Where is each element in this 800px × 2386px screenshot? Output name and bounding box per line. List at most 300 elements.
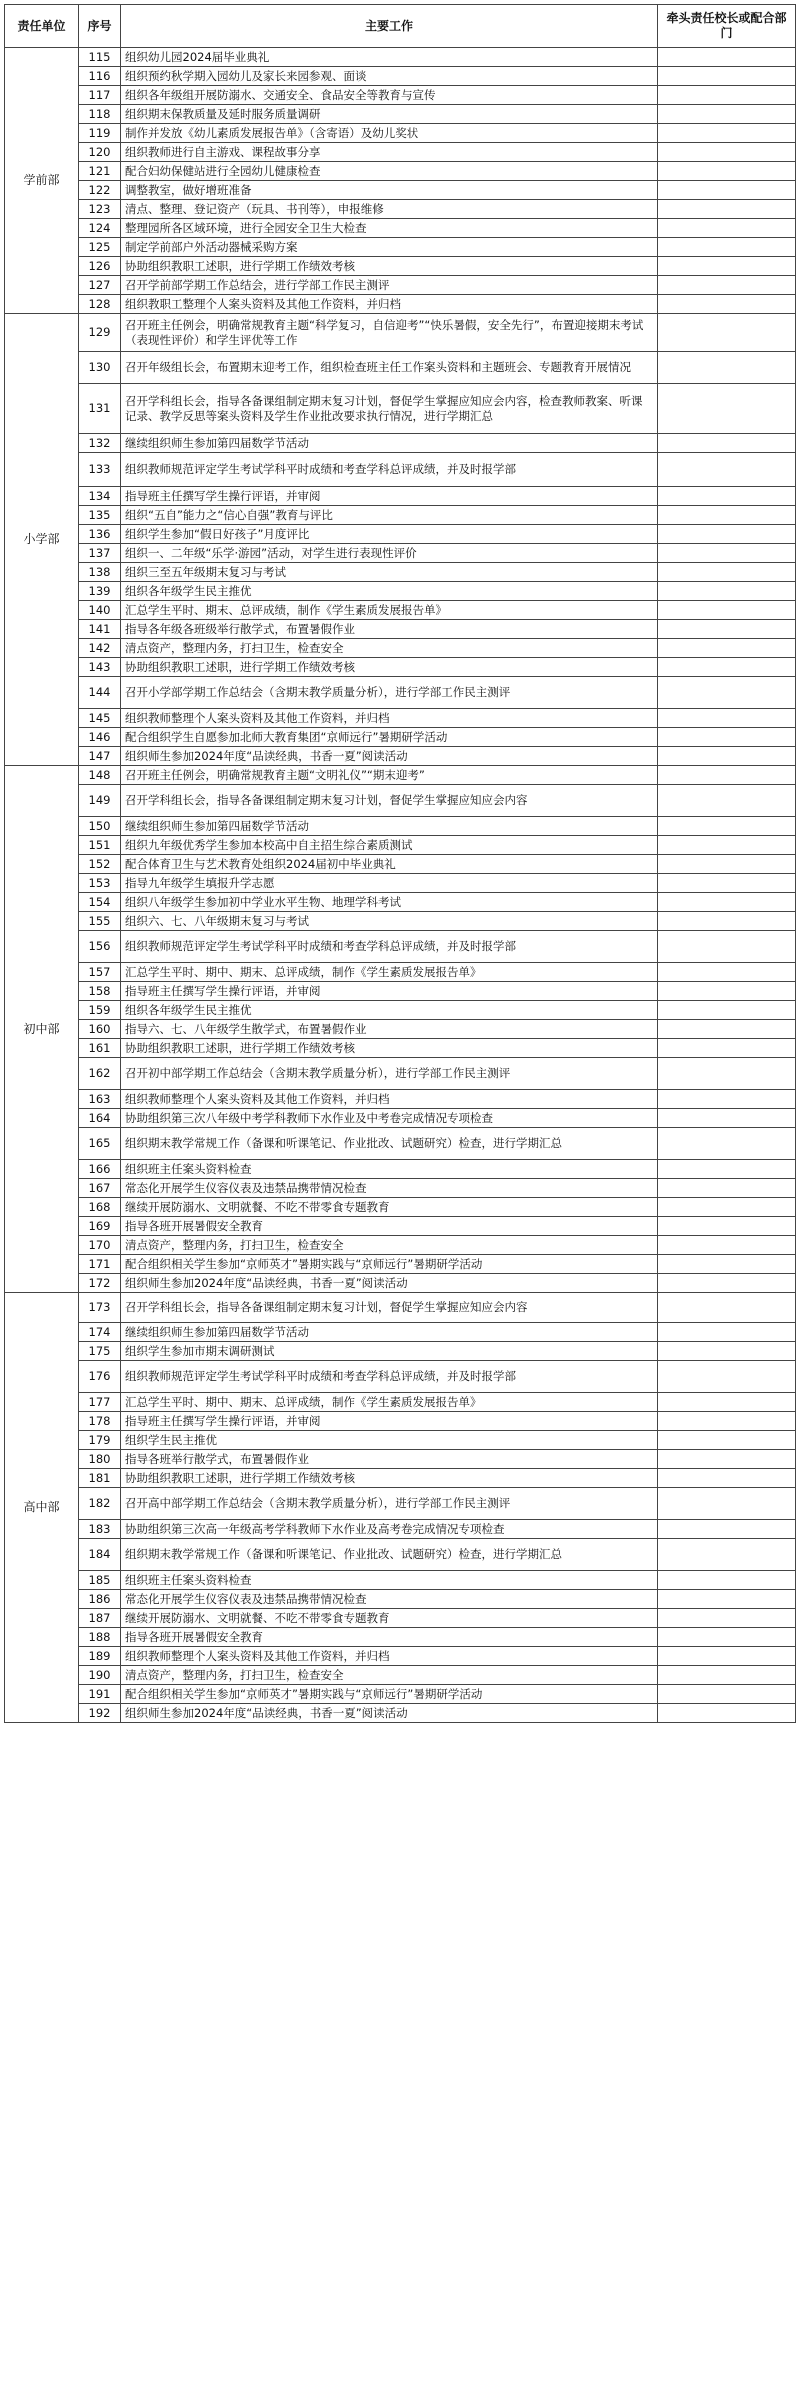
- responsible-cell: [658, 1198, 796, 1217]
- table-body: [5, 48, 796, 1723]
- responsible-cell: [658, 766, 796, 785]
- work-item: 制作并发放《幼儿素质发展报告单》（含寄语）及幼儿奖状: [121, 124, 658, 143]
- responsible-cell: [658, 257, 796, 276]
- responsible-cell: [658, 1361, 796, 1393]
- row-number: 140: [79, 601, 121, 620]
- row-number: 151: [79, 836, 121, 855]
- row-number: 144: [79, 677, 121, 709]
- row-number: 130: [79, 352, 121, 384]
- table-row: [5, 1293, 796, 1323]
- table-row: [5, 453, 796, 487]
- table-row: [5, 181, 796, 200]
- header-unit: 责任单位: [5, 5, 79, 48]
- row-number: 133: [79, 453, 121, 487]
- work-item: 汇总学生平时、期中、期末、总评成绩，制作《学生素质发展报告单》: [121, 1393, 658, 1412]
- work-item: 组织八年级学生参加初中学业水平生物、地理学科考试: [121, 893, 658, 912]
- table-row: [5, 1685, 796, 1704]
- work-item: 指导班主任撰写学生操行评语，并审阅: [121, 487, 658, 506]
- table-row: [5, 200, 796, 219]
- responsible-cell: [658, 658, 796, 677]
- table-row: [5, 1412, 796, 1431]
- work-item: 召开学前部学期工作总结会，进行学部工作民主测评: [121, 276, 658, 295]
- responsible-cell: [658, 931, 796, 963]
- responsible-cell: [658, 1704, 796, 1723]
- work-item: 汇总学生平时、期末、总评成绩，制作《学生素质发展报告单》: [121, 601, 658, 620]
- work-item: 整理园所各区域环境，进行全园安全卫生大检查: [121, 219, 658, 238]
- row-number: 180: [79, 1450, 121, 1469]
- responsible-cell: [658, 728, 796, 747]
- work-item: 组织教师进行自主游戏、课程故事分享: [121, 143, 658, 162]
- work-item: 指导各班开展暑假安全教育: [121, 1628, 658, 1647]
- work-item: 协助组织教职工述职，进行学期工作绩效考核: [121, 257, 658, 276]
- header-row: [5, 5, 796, 48]
- row-number: 146: [79, 728, 121, 747]
- work-item: 召开高中部学期工作总结会（含期末教学质量分析），进行学部工作民主测评: [121, 1488, 658, 1520]
- row-number: 168: [79, 1198, 121, 1217]
- work-item: 调整教室，做好增班准备: [121, 181, 658, 200]
- responsible-cell: [658, 276, 796, 295]
- responsible-cell: [658, 1609, 796, 1628]
- table-row: [5, 1323, 796, 1342]
- responsible-cell: [658, 1039, 796, 1058]
- work-item: 配合妇幼保健站进行全园幼儿健康检查: [121, 162, 658, 181]
- responsible-cell: [658, 86, 796, 105]
- row-number: 186: [79, 1590, 121, 1609]
- work-item: 清点资产，整理内务，打扫卫生，检查安全: [121, 1236, 658, 1255]
- responsible-cell: [658, 48, 796, 67]
- table-row: [5, 912, 796, 931]
- work-item: 指导各年级各班级举行散学式，布置暑假作业: [121, 620, 658, 639]
- work-item: 组织班主任案头资料检查: [121, 1160, 658, 1179]
- table-row: [5, 219, 796, 238]
- table-row: [5, 1520, 796, 1539]
- responsible-cell: [658, 143, 796, 162]
- unit-cell: 初中部: [5, 766, 79, 1293]
- work-item: 制定学前部户外活动器械采购方案: [121, 238, 658, 257]
- work-item: 召开学科组长会，指导各备课组制定期末复习计划，督促学生掌握应知应会内容，检查教师教案、听课记录、教学反思等案头资料及学生作业批改要求执行情况，进行学期汇总: [121, 384, 658, 434]
- row-number: 183: [79, 1520, 121, 1539]
- responsible-cell: [658, 295, 796, 314]
- table-row: [5, 384, 796, 434]
- table-row: [5, 544, 796, 563]
- work-item: 组织各年级组开展防溺水、交通安全、食品安全等教育与宣传: [121, 86, 658, 105]
- responsible-cell: [658, 620, 796, 639]
- row-number: 117: [79, 86, 121, 105]
- responsible-cell: [658, 1236, 796, 1255]
- work-item: 组织师生参加2024年度“品读经典，书香一夏”阅读活动: [121, 1274, 658, 1293]
- row-number: 156: [79, 931, 121, 963]
- table-row: [5, 1160, 796, 1179]
- work-item: 组织九年级优秀学生参加本校高中自主招生综合素质测试: [121, 836, 658, 855]
- work-item: 常态化开展学生仪容仪表及违禁品携带情况检查: [121, 1179, 658, 1198]
- responsible-cell: [658, 582, 796, 601]
- row-number: 174: [79, 1323, 121, 1342]
- responsible-cell: [658, 1431, 796, 1450]
- row-number: 179: [79, 1431, 121, 1450]
- row-number: 145: [79, 709, 121, 728]
- work-item: 清点、整理、登记资产（玩具、书刊等），申报维修: [121, 200, 658, 219]
- work-item: 指导各班开展暑假安全教育: [121, 1217, 658, 1236]
- work-item: 继续开展防溺水、文明就餐、不吃不带零食专题教育: [121, 1198, 658, 1217]
- work-item: 组织期末教学常规工作（备课和听课笔记、作业批改、试题研究）检查，进行学期汇总: [121, 1539, 658, 1571]
- responsible-cell: [658, 67, 796, 86]
- responsible-cell: [658, 1293, 796, 1323]
- row-number: 181: [79, 1469, 121, 1488]
- work-item: 召开班主任例会，明确常规教育主题“科学复习，自信迎考”“快乐暑假，安全先行”，布置迎接期末考试（表现性评价）和学生评优等工作: [121, 314, 658, 352]
- work-item: 汇总学生平时、期中、期末、总评成绩，制作《学生素质发展报告单》: [121, 963, 658, 982]
- row-number: 184: [79, 1539, 121, 1571]
- row-number: 126: [79, 257, 121, 276]
- table-row: [5, 1001, 796, 1020]
- responsible-cell: [658, 1128, 796, 1160]
- row-number: 177: [79, 1393, 121, 1412]
- table-row: [5, 1361, 796, 1393]
- table-row: [5, 1039, 796, 1058]
- row-number: 160: [79, 1020, 121, 1039]
- responsible-cell: [658, 238, 796, 257]
- table-row: [5, 728, 796, 747]
- row-number: 138: [79, 563, 121, 582]
- responsible-cell: [658, 181, 796, 200]
- work-item: 组织教师规范评定学生考试学科平时成绩和考查学科总评成绩，并及时报学部: [121, 931, 658, 963]
- work-item: 组织教师整理个人案头资料及其他工作资料，并归档: [121, 1647, 658, 1666]
- table-row: [5, 276, 796, 295]
- work-item: 配合组织相关学生参加“京师英才”暑期实践与“京师远行”暑期研学活动: [121, 1685, 658, 1704]
- responsible-cell: [658, 1666, 796, 1685]
- table-row: [5, 1236, 796, 1255]
- responsible-cell: [658, 1217, 796, 1236]
- table-row: [5, 1393, 796, 1412]
- table-row: [5, 1217, 796, 1236]
- row-number: 157: [79, 963, 121, 982]
- table-row: [5, 295, 796, 314]
- row-number: 158: [79, 982, 121, 1001]
- work-item: 召开学科组长会，指导各备课组制定期末复习计划，督促学生掌握应知应会内容: [121, 1293, 658, 1323]
- table-row: [5, 124, 796, 143]
- table-row: [5, 1058, 796, 1090]
- responsible-cell: [658, 434, 796, 453]
- responsible-cell: [658, 1255, 796, 1274]
- row-number: 165: [79, 1128, 121, 1160]
- table-row: [5, 1179, 796, 1198]
- table-row: [5, 982, 796, 1001]
- row-number: 116: [79, 67, 121, 86]
- table-row: [5, 162, 796, 181]
- table-row: [5, 1609, 796, 1628]
- table-row: [5, 1590, 796, 1609]
- responsible-cell: [658, 709, 796, 728]
- table-row: [5, 1488, 796, 1520]
- work-item: 清点资产，整理内务，打扫卫生，检查安全: [121, 1666, 658, 1685]
- row-number: 189: [79, 1647, 121, 1666]
- table-row: [5, 1109, 796, 1128]
- responsible-cell: [658, 1488, 796, 1520]
- row-number: 147: [79, 747, 121, 766]
- row-number: 134: [79, 487, 121, 506]
- responsible-cell: [658, 1342, 796, 1361]
- responsible-cell: [658, 162, 796, 181]
- row-number: 139: [79, 582, 121, 601]
- table-row: [5, 1198, 796, 1217]
- work-item: 组织学生参加市期末调研测试: [121, 1342, 658, 1361]
- row-number: 148: [79, 766, 121, 785]
- table-row: [5, 1090, 796, 1109]
- row-number: 159: [79, 1001, 121, 1020]
- table-row: [5, 963, 796, 982]
- responsible-cell: [658, 1109, 796, 1128]
- row-number: 121: [79, 162, 121, 181]
- work-item: 继续组织师生参加第四届数学节活动: [121, 817, 658, 836]
- responsible-cell: [658, 1628, 796, 1647]
- row-number: 185: [79, 1571, 121, 1590]
- row-number: 161: [79, 1039, 121, 1058]
- row-number: 162: [79, 1058, 121, 1090]
- row-number: 137: [79, 544, 121, 563]
- table-row: [5, 601, 796, 620]
- work-item: 组织学生参加“假日好孩子”月度评比: [121, 525, 658, 544]
- responsible-cell: [658, 1160, 796, 1179]
- row-number: 149: [79, 785, 121, 817]
- header-num: 序号: [79, 5, 121, 48]
- table-row: [5, 639, 796, 658]
- responsible-cell: [658, 893, 796, 912]
- table-row: [5, 709, 796, 728]
- work-item: 协助组织教职工述职，进行学期工作绩效考核: [121, 658, 658, 677]
- work-item: 组织班主任案头资料检查: [121, 1571, 658, 1590]
- work-item: 组织一、二年级“乐学·游园”活动，对学生进行表现性评价: [121, 544, 658, 563]
- responsible-cell: [658, 1685, 796, 1704]
- row-number: 191: [79, 1685, 121, 1704]
- responsible-cell: [658, 817, 796, 836]
- work-item: 协助组织教职工述职，进行学期工作绩效考核: [121, 1039, 658, 1058]
- responsible-cell: [658, 1274, 796, 1293]
- responsible-cell: [658, 384, 796, 434]
- work-item: 组织师生参加2024年度“品读经典，书香一夏”阅读活动: [121, 1704, 658, 1723]
- header-resp: 牵头责任校长或配合部门: [658, 5, 796, 48]
- work-item: 召开学科组长会，指导各备课组制定期末复习计划，督促学生掌握应知应会内容: [121, 785, 658, 817]
- table-row: [5, 314, 796, 352]
- row-number: 122: [79, 181, 121, 200]
- row-number: 119: [79, 124, 121, 143]
- unit-cell: 小学部: [5, 314, 79, 766]
- row-number: 152: [79, 855, 121, 874]
- table-row: [5, 1450, 796, 1469]
- work-item: 组织六、七、八年级期末复习与考试: [121, 912, 658, 931]
- row-number: 143: [79, 658, 121, 677]
- work-item: 组织教师规范评定学生考试学科平时成绩和考查学科总评成绩，并及时报学部: [121, 1361, 658, 1393]
- work-item: 组织三至五年级期末复习与考试: [121, 563, 658, 582]
- work-item: 组织期末保教质量及延时服务质量调研: [121, 105, 658, 124]
- table-row: [5, 1020, 796, 1039]
- work-item: 协助组织第三次高一年级高考学科教师下水作业及高考卷完成情况专项检查: [121, 1520, 658, 1539]
- responsible-cell: [658, 1647, 796, 1666]
- responsible-cell: [658, 963, 796, 982]
- responsible-cell: [658, 453, 796, 487]
- header-work: 主要工作: [121, 5, 658, 48]
- row-number: 178: [79, 1412, 121, 1431]
- work-item: 组织幼儿园2024届毕业典礼: [121, 48, 658, 67]
- table-row: [5, 1539, 796, 1571]
- row-number: 136: [79, 525, 121, 544]
- row-number: 120: [79, 143, 121, 162]
- row-number: 115: [79, 48, 121, 67]
- responsible-cell: [658, 200, 796, 219]
- row-number: 172: [79, 1274, 121, 1293]
- row-number: 166: [79, 1160, 121, 1179]
- row-number: 173: [79, 1293, 121, 1323]
- responsible-cell: [658, 677, 796, 709]
- row-number: 135: [79, 506, 121, 525]
- row-number: 155: [79, 912, 121, 931]
- row-number: 188: [79, 1628, 121, 1647]
- table-row: [5, 487, 796, 506]
- work-item: 组织预约秋学期入园幼儿及家长来园参观、面谈: [121, 67, 658, 86]
- table-row: [5, 893, 796, 912]
- unit-cell: 学前部: [5, 48, 79, 314]
- work-item: 组织教师规范评定学生考试学科平时成绩和考查学科总评成绩，并及时报学部: [121, 453, 658, 487]
- table-row: [5, 658, 796, 677]
- work-item: 继续组织师生参加第四届数学节活动: [121, 434, 658, 453]
- work-item: 组织“五自”能力之“信心自强”教育与评比: [121, 506, 658, 525]
- table-row: [5, 582, 796, 601]
- table-row: [5, 1431, 796, 1450]
- responsible-cell: [658, 506, 796, 525]
- work-item: 协助组织第三次八年级中考学科教师下水作业及中考卷完成情况专项检查: [121, 1109, 658, 1128]
- responsible-cell: [658, 982, 796, 1001]
- table-row: [5, 785, 796, 817]
- work-item: 召开小学部学期工作总结会（含期末教学质量分析），进行学部工作民主测评: [121, 677, 658, 709]
- table-row: [5, 1342, 796, 1361]
- work-item: 协助组织教职工述职，进行学期工作绩效考核: [121, 1469, 658, 1488]
- responsible-cell: [658, 1020, 796, 1039]
- work-plan-table: [4, 4, 796, 1723]
- row-number: 125: [79, 238, 121, 257]
- work-item: 组织教职工整理个人案头资料及其他工作资料，并归档: [121, 295, 658, 314]
- work-item: 召开初中部学期工作总结会（含期末教学质量分析），进行学部工作民主测评: [121, 1058, 658, 1090]
- table-row: [5, 1255, 796, 1274]
- responsible-cell: [658, 1571, 796, 1590]
- table-row: [5, 1666, 796, 1685]
- row-number: 169: [79, 1217, 121, 1236]
- responsible-cell: [658, 544, 796, 563]
- responsible-cell: [658, 1179, 796, 1198]
- responsible-cell: [658, 747, 796, 766]
- table-row: [5, 874, 796, 893]
- row-number: 154: [79, 893, 121, 912]
- responsible-cell: [658, 219, 796, 238]
- row-number: 127: [79, 276, 121, 295]
- table-row: [5, 143, 796, 162]
- table-row: [5, 257, 796, 276]
- table-row: [5, 766, 796, 785]
- responsible-cell: [658, 1590, 796, 1609]
- row-number: 142: [79, 639, 121, 658]
- table-row: [5, 836, 796, 855]
- table-row: [5, 67, 796, 86]
- work-item: 组织教师整理个人案头资料及其他工作资料，并归档: [121, 709, 658, 728]
- row-number: 163: [79, 1090, 121, 1109]
- row-number: 171: [79, 1255, 121, 1274]
- row-number: 129: [79, 314, 121, 352]
- table-row: [5, 506, 796, 525]
- work-item: 指导六、七、八年级学生散学式，布置暑假作业: [121, 1020, 658, 1039]
- responsible-cell: [658, 124, 796, 143]
- responsible-cell: [658, 601, 796, 620]
- row-number: 153: [79, 874, 121, 893]
- work-item: 组织期末教学常规工作（备课和听课笔记、作业批改、试题研究）检查，进行学期汇总: [121, 1128, 658, 1160]
- table-row: [5, 1704, 796, 1723]
- responsible-cell: [658, 352, 796, 384]
- work-item: 配合组织相关学生参加“京师英才”暑期实践与“京师远行”暑期研学活动: [121, 1255, 658, 1274]
- table-row: [5, 563, 796, 582]
- row-number: 187: [79, 1609, 121, 1628]
- responsible-cell: [658, 1090, 796, 1109]
- work-item: 继续开展防溺水、文明就餐、不吃不带零食专题教育: [121, 1609, 658, 1628]
- work-item: 指导九年级学生填报升学志愿: [121, 874, 658, 893]
- row-number: 141: [79, 620, 121, 639]
- responsible-cell: [658, 105, 796, 124]
- responsible-cell: [658, 639, 796, 658]
- work-item: 配合体育卫生与艺术教育处组织2024届初中毕业典礼: [121, 855, 658, 874]
- table-row: [5, 677, 796, 709]
- work-item: 组织教师整理个人案头资料及其他工作资料，并归档: [121, 1090, 658, 1109]
- table-row: [5, 238, 796, 257]
- row-number: 182: [79, 1488, 121, 1520]
- work-item: 组织学生民主推优: [121, 1431, 658, 1450]
- responsible-cell: [658, 1323, 796, 1342]
- table-row: [5, 620, 796, 639]
- responsible-cell: [658, 1539, 796, 1571]
- row-number: 176: [79, 1361, 121, 1393]
- work-item: 召开班主任例会，明确常规教育主题“文明礼仪”“期末迎考”: [121, 766, 658, 785]
- row-number: 190: [79, 1666, 121, 1685]
- table-row: [5, 1274, 796, 1293]
- row-number: 123: [79, 200, 121, 219]
- responsible-cell: [658, 836, 796, 855]
- responsible-cell: [658, 563, 796, 582]
- table-row: [5, 1469, 796, 1488]
- responsible-cell: [658, 314, 796, 352]
- table-row: [5, 105, 796, 124]
- row-number: 118: [79, 105, 121, 124]
- row-number: 124: [79, 219, 121, 238]
- table-row: [5, 1647, 796, 1666]
- table-row: [5, 352, 796, 384]
- work-item: 组织各年级学生民主推优: [121, 582, 658, 601]
- responsible-cell: [658, 487, 796, 506]
- work-item: 组织师生参加2024年度“品读经典，书香一夏”阅读活动: [121, 747, 658, 766]
- responsible-cell: [658, 1469, 796, 1488]
- responsible-cell: [658, 1001, 796, 1020]
- row-number: 150: [79, 817, 121, 836]
- table-row: [5, 86, 796, 105]
- responsible-cell: [658, 525, 796, 544]
- responsible-cell: [658, 1520, 796, 1539]
- work-item: 清点资产，整理内务，打扫卫生，检查安全: [121, 639, 658, 658]
- work-item: 指导各班举行散学式，布置暑假作业: [121, 1450, 658, 1469]
- work-item: 常态化开展学生仪容仪表及违禁品携带情况检查: [121, 1590, 658, 1609]
- unit-cell: 高中部: [5, 1293, 79, 1723]
- table-row: [5, 48, 796, 67]
- work-item: 指导班主任撰写学生操行评语，并审阅: [121, 1412, 658, 1431]
- row-number: 167: [79, 1179, 121, 1198]
- work-item: 指导班主任撰写学生操行评语，并审阅: [121, 982, 658, 1001]
- responsible-cell: [658, 912, 796, 931]
- responsible-cell: [658, 1393, 796, 1412]
- table-row: [5, 434, 796, 453]
- responsible-cell: [658, 874, 796, 893]
- table-row: [5, 1128, 796, 1160]
